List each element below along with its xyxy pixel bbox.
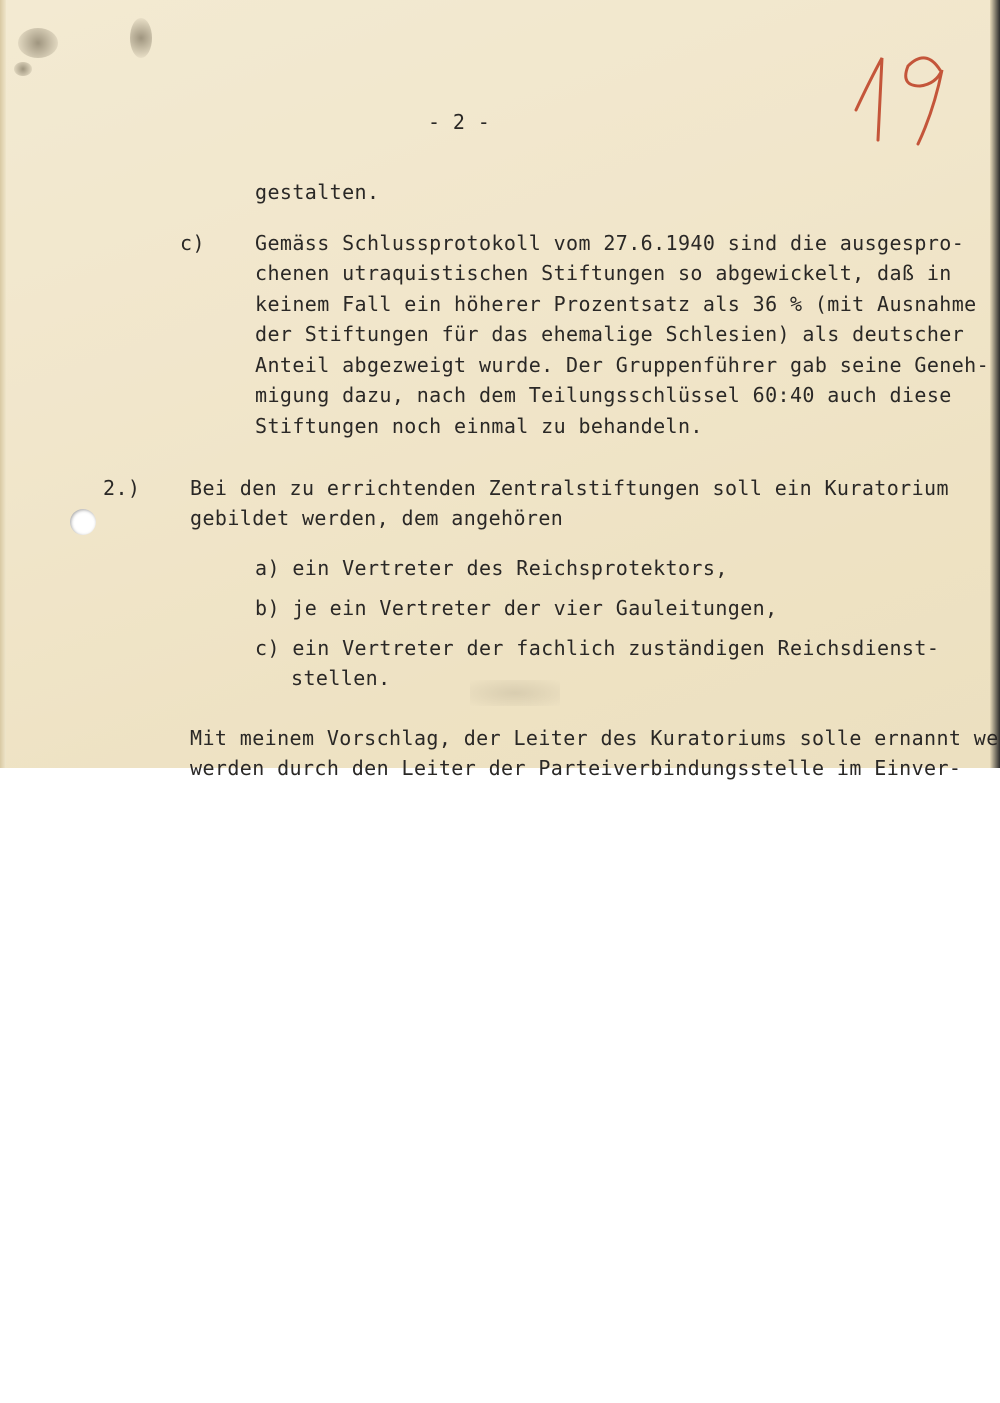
page-number: - 2 - [428,110,491,134]
text-line: Stiftungen noch einmal zu behandeln. [255,414,703,438]
text-line: Anteil abgezweigt wurde. Der Gruppenführer gab seine Geneh- [255,353,990,377]
item-marker: c) [180,231,205,255]
text-line: Bei den zu errichtenden Zentralstiftungen soll ein Kuratorium [190,476,949,500]
text-line: chenen utraquistischen Stiftungen so abgewickelt, daß in [255,261,952,285]
text-line: keinem Fall ein höherer Prozentsatz als 36 % (mit Ausnahme [255,292,977,316]
list-item: c) ein Vertreter der fachlich zuständigen Reichsdienst- [255,636,940,660]
faint-stamp-impression [470,680,560,706]
section-marker: 2.) [103,476,141,500]
text-line: stellen. [291,666,391,690]
ink-stain [14,62,32,76]
text-line: Mit meinem Vorschlag, der Leiter des Kuratoriums solle ernannt we [190,726,999,750]
list-item: a) ein Vertreter des Reichsprotektors, [255,556,728,580]
ink-stain [130,18,152,58]
text-line: werden durch den Leiter der Parteiverbindungsstelle im Einver- [190,756,962,780]
punch-hole [70,509,96,535]
paper-left-edge [0,0,6,768]
text-line: der Stiftungen für das ehemalige Schlesien) als deutscher [255,322,965,346]
list-item: b) je ein Vertreter der vier Gauleitungen, [255,596,778,620]
text-line: gestalten. [255,180,380,204]
text-line: migung dazu, nach dem Teilungsschlüssel 60:40 auch diese [255,383,952,407]
paper-right-edge [990,0,1000,768]
text-line: gebildet werden, dem angehören [190,506,564,530]
folio-number-handwritten [848,40,958,150]
text-line: Gemäss Schlussprotokoll vom 27.6.1940 sind die ausgespro- [255,231,965,255]
cut-off-line [190,756,970,780]
ink-stain [18,28,58,58]
